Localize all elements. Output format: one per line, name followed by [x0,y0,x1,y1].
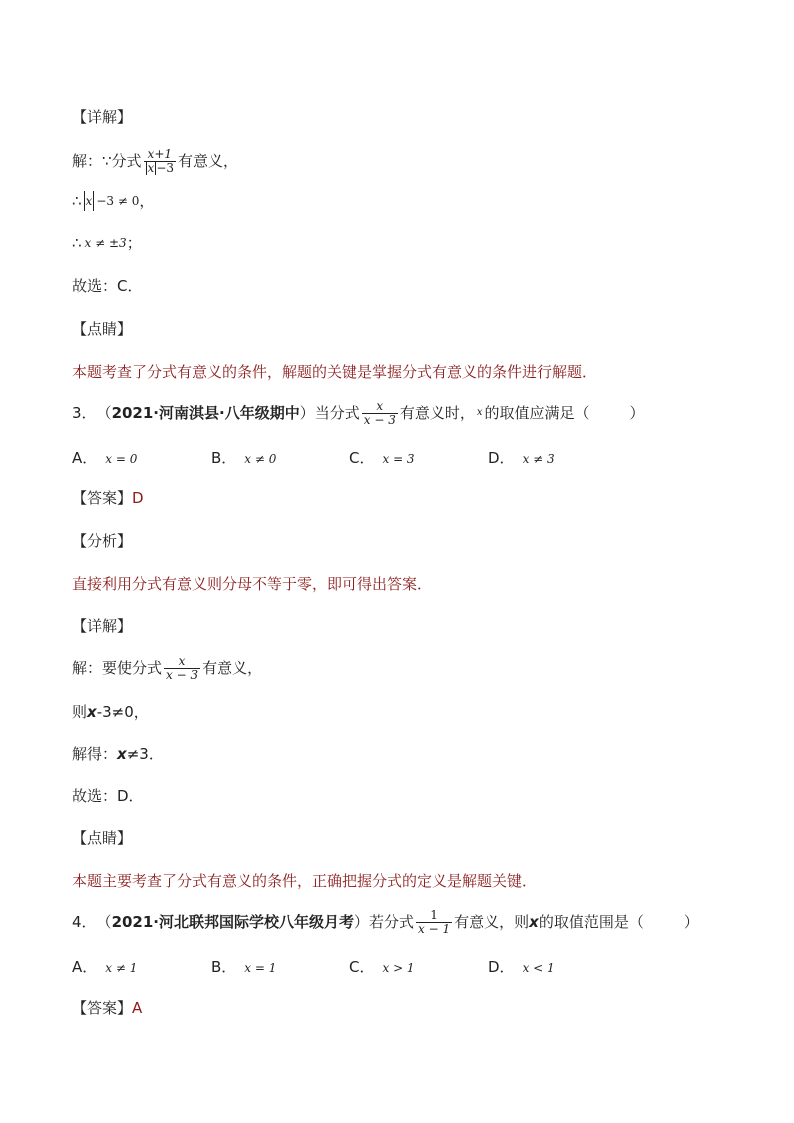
fraction: $\frac{x}{x - 3}$ [363,398,396,427]
fraction: $\frac{x+1}{x -3}$ [144,148,176,175]
option-b[interactable]: B． x ≠ 0 [211,449,277,467]
options-row [72,447,632,467]
comment-heading: 【点睛】 [72,829,133,847]
question-source: 2021·河北联邦国际学校八年级月考 [111,913,355,931]
answer-line: 【答案】 A [72,999,143,1017]
choose-line: 故选：D． [72,787,144,805]
answer-value: D [132,489,144,507]
step-line: ∴ x −3 ≠ 0 ， [72,192,155,210]
option-a[interactable]: A． x ≠ 1 [72,958,138,976]
step-line: 则 x -3≠0， [72,703,149,721]
option-a[interactable]: A． x = 0 [72,449,138,467]
solution-line: 解：要使分式 $\frac{x}{x - 3}$ 有意义， [72,653,263,682]
detail-heading: 【详解】 [72,617,133,635]
option-d[interactable]: D． x ≠ 3 [488,449,555,467]
options-row [72,956,632,976]
analysis-text: 直接利用分式有意义则分母不等于零，即可得出答案． [72,575,433,593]
option-d[interactable]: D． x < 1 [488,958,555,976]
question-stem: 4． （ 2021·河北联邦国际学校八年级月考 ） 若分式 $\frac{1}{x - 1}$ 有意义，则 x 的取值范围是（ ） [72,907,699,936]
step-line: ∴ x ≠ ±3 ； [72,234,142,252]
fraction: $\frac{x}{x - 3}$ [166,653,199,682]
option-b[interactable]: B． x = 1 [211,958,277,976]
fraction: $\frac{1}{x - 1}$ [418,907,451,936]
analysis-heading: 【分析】 [72,532,133,550]
option-c[interactable]: C． x = 3 [349,449,415,467]
comment-heading: 【点睛】 [72,320,133,338]
comment-text: 本题主要考查了分式有意义的条件，正确把握分式的定义是解题关键． [72,872,538,890]
detail-heading: 【详解】 [72,108,133,126]
step-line: 解得： x ≠3． [72,745,164,763]
answer-value: A [132,999,143,1017]
question-stem: 3． （ 2021·河南淇县·八年级期中 ） 当分式 $\frac{x}{x - 3}$ 有意义时， x 的取值应满足（ ） [72,398,645,427]
answer-line: 【答案】 D [72,489,144,507]
choose-line: 故选：C． [72,277,143,295]
option-c[interactable]: C． x > 1 [349,958,415,976]
solution-line: 解：∵分式 $\frac{x+1}{x -3}$ 有意义， [72,146,239,175]
question-source: 2021·河南淇县·八年级期中 [111,404,300,422]
comment-text: 本题考查了分式有意义的条件，解题的关键是掌握分式有意义的条件进行解题． [72,363,598,381]
